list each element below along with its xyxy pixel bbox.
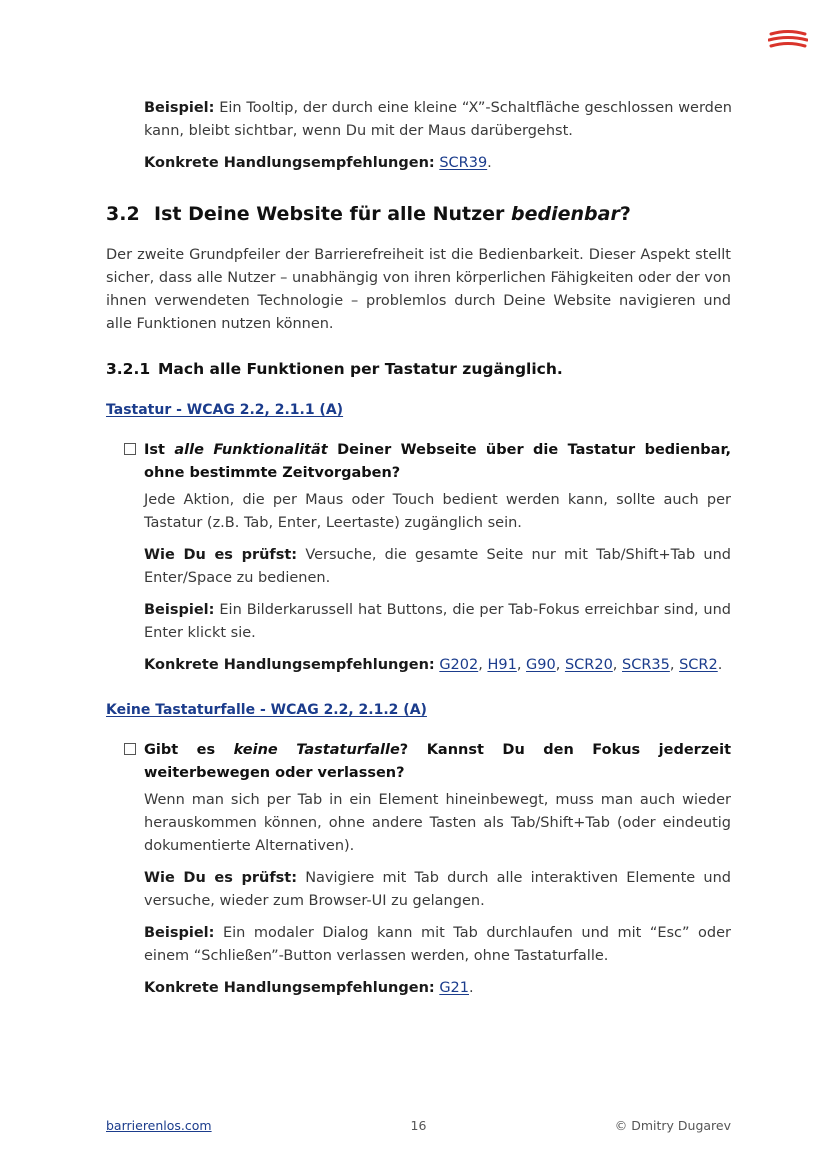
checkbox[interactable]	[124, 443, 136, 455]
footer-site-link[interactable]: barrierenlos.com	[106, 1118, 212, 1133]
prev-example-block	[144, 97, 732, 143]
example: Beispiel: Ein Bilderkarussell hat Buttons, die per Tab-Fokus erreichbar sind, und Enter klickt sie.	[144, 602, 731, 641]
criterion-title-2-1-1[interactable]: Tastatur - WCAG 2.2, 2.1.1 (A)	[106, 402, 344, 418]
rec-link-scr39[interactable]: SCR39	[439, 155, 488, 171]
section-heading: 3.2 Ist Deine Website für alle Nutzer bedienbar?	[106, 203, 631, 225]
section-intro: Der zweite Grundpfeiler der Barrierefreiheit ist die Bedienbarkeit. Dieser Aspekt stellt sicher, dass alle Nutzer – unabhängig von ihren körperlichen Fähigkeiten oder der von ihnen verwendeten Technologie – problemlos durch Deine Website navigieren und alle Funktionen nutzen können.	[106, 247, 731, 332]
footer-author: © Dmitry Dugarev	[614, 1118, 731, 1133]
how-to-check: Wie Du es prüfst: Navigiere mit Tab durch alle interaktiven Elemente und versuche, wieder zum Browser-UI zu gelangen.	[144, 870, 731, 909]
rec-link-h91[interactable]: H91	[487, 657, 517, 673]
rec-link-g90[interactable]: G90	[526, 657, 556, 673]
rec-link-scr35[interactable]: SCR35	[622, 657, 670, 673]
description: Jede Aktion, die per Maus oder Touch bedient werden kann, sollte auch per Tastatur (z.B. Tab, Enter, Leertaste) zugänglich sein.	[144, 492, 731, 531]
rec-link-scr20[interactable]: SCR20	[564, 657, 613, 673]
question: Gibt es keine Tastaturfalle? Kannst Du den Fokus jederzeit weiterbewegen oder verlassen?	[144, 742, 731, 781]
rec-link-g202[interactable]: G202	[439, 657, 479, 673]
subsection-heading: 3.2.1 Mach alle Funktionen per Tastatur zugänglich.	[106, 360, 563, 378]
question: Ist alle Funktionalität Deiner Webseite über die Tastatur bedienbar, ohne bestimmte Zeitvorgaben?	[144, 442, 731, 481]
page-number: 16	[410, 1118, 427, 1133]
prev-recs: Konkrete Handlungsempfehlungen: SCR39.	[144, 155, 492, 171]
example: Beispiel: Ein modaler Dialog kann mit Tab durchlaufen und mit “Esc” oder einem “Schließen”-Button verlassen werden, ohne Tastaturfalle.	[144, 925, 731, 964]
criterion-title-2-1-2[interactable]: Keine Tastaturfalle - WCAG 2.2, 2.1.2 (A)	[106, 702, 427, 718]
criterion-item-2-1-2	[106, 739, 731, 1000]
recommendations: Konkrete Handlungsempfehlungen: G202, H91, G90, SCR20, SCR35, SCR2.	[144, 657, 723, 673]
rec-link-scr2[interactable]: SCR2	[679, 657, 718, 673]
how-to-check: Wie Du es prüfst: Versuche, die gesamte Seite nur mit Tab/Shift+Tab und Enter/Space zu bedienen.	[144, 547, 731, 586]
checkbox[interactable]	[124, 743, 136, 755]
description: Wenn man sich per Tab in ein Element hineinbewegt, muss man auch wieder herauskommen können, ohne andere Tasten als Tab/Shift+Tab (oder eindeutig dokumentierte Alternativen).	[144, 792, 731, 854]
barrierenlos-logo-icon	[768, 30, 808, 50]
prev-example: Beispiel: Ein Tooltip, der durch eine kleine “X”-Schaltfläche geschlossen werden kann, bleibt sichtbar, wenn Du mit der Maus darübergehst.	[144, 100, 732, 139]
recommendations: Konkrete Handlungsempfehlungen: G21.	[144, 980, 474, 996]
rec-link-g21[interactable]: G21	[439, 980, 469, 996]
criterion-item-2-1-1	[106, 439, 731, 677]
